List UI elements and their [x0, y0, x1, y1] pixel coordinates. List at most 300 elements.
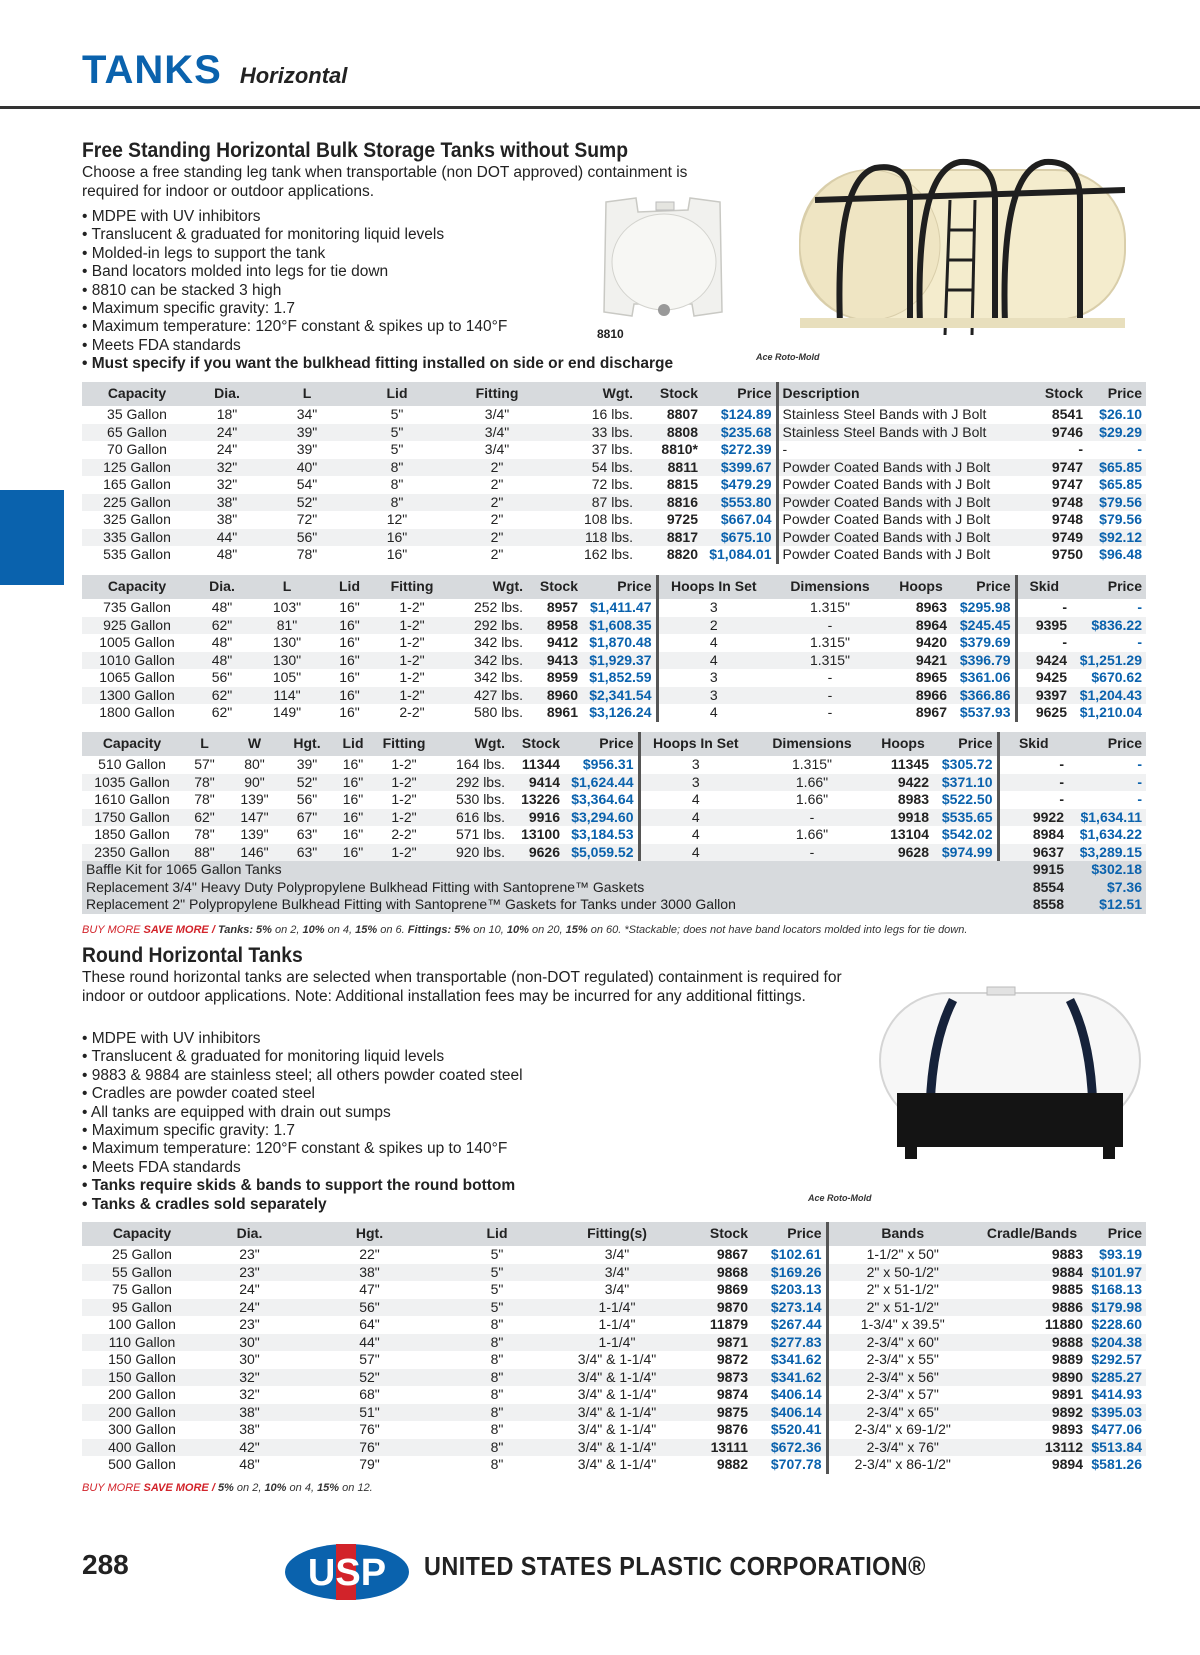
tanks-qty-2: on 4,: [327, 924, 353, 936]
table-cell: 44": [297, 1334, 442, 1352]
table-cell: 4: [639, 844, 751, 862]
column-header: Stock: [637, 382, 702, 406]
table-cell: 54": [262, 476, 352, 494]
table-cell: 3/4" & 1-1/4": [552, 1421, 682, 1439]
table-cell: 8984: [998, 826, 1068, 844]
table-cell: 2": [442, 459, 552, 477]
table-cell: 1.315": [769, 599, 891, 617]
table-cell: 2": [442, 529, 552, 547]
bullet-item: • Maximum specific gravity: 1.7: [82, 1122, 523, 1140]
table-cell: 9871: [682, 1334, 752, 1352]
table-cell: $272.39: [702, 441, 777, 459]
table-cell: $1,251.29: [1071, 652, 1146, 670]
table-cell: Stainless Steel Bands with J Bolt: [777, 406, 1027, 424]
table-cell: 16": [352, 546, 442, 564]
table-cell: -: [998, 774, 1068, 792]
table-cell: 9893: [977, 1421, 1087, 1439]
table-cell: 23": [202, 1246, 297, 1264]
table-cell: 2-3/4" x 55": [827, 1351, 977, 1369]
table-cell: 342 lbs.: [447, 634, 527, 652]
table-cell: $1,634.22: [1068, 826, 1146, 844]
column-header: L: [262, 382, 352, 406]
table-cell: 571 lbs.: [434, 826, 509, 844]
table-cell: 325 Gallon: [82, 511, 192, 529]
table-row: [82, 424, 1146, 442]
table-cell: $235.68: [702, 424, 777, 442]
table-cell: 3/4": [442, 441, 552, 459]
buy-more-label-2: BUY MORE: [82, 1482, 141, 1494]
table-cell: 9748: [1027, 511, 1087, 529]
table-cell: 105": [252, 669, 322, 687]
column-header: Price: [564, 732, 639, 756]
table-cell: 9874: [682, 1386, 752, 1404]
accessory-row: [82, 861, 1146, 879]
column-header: Fitting: [377, 575, 447, 599]
table-cell: $245.45: [951, 617, 1016, 635]
table-cell: 9869: [682, 1281, 752, 1299]
table-cell: 25 Gallon: [82, 1246, 202, 1264]
tanks-discount-3: 15%: [355, 924, 378, 936]
table-cell: 9872: [682, 1351, 752, 1369]
table-cell: 8967: [891, 704, 951, 722]
table-cell: 16": [332, 844, 374, 862]
table-cell: 2-2": [374, 826, 434, 844]
table-cell: 79": [297, 1456, 442, 1474]
table-row: [82, 774, 1146, 792]
table-cell: 3: [657, 599, 769, 617]
table-cell: 2-3/4" x 60": [827, 1334, 977, 1352]
table-cell: 2: [657, 617, 769, 635]
round-horizontal-tank-image: [875, 985, 1145, 1165]
table-cell: $1,608.35: [582, 617, 657, 635]
table-cell: 1800 Gallon: [82, 704, 192, 722]
table-cell: 62": [192, 617, 252, 635]
table-cell: 164 lbs.: [434, 756, 509, 774]
tank-8810-caption: 8810: [597, 327, 624, 341]
table-cell: $667.04: [702, 511, 777, 529]
table-cell: 3: [639, 756, 751, 774]
table-cell: 2" x 51-1/2": [827, 1299, 977, 1317]
table-cell: 925 Gallon: [82, 617, 192, 635]
table-cell: 8810*: [637, 441, 702, 459]
table-cell: $102.61: [752, 1246, 827, 1264]
table-cell: $168.13: [1087, 1281, 1146, 1299]
table-cell: $295.98: [951, 599, 1016, 617]
footer-brand: UNITED STATES PLASTIC CORPORATION®: [424, 1551, 926, 1581]
table-cell: 9748: [1027, 494, 1087, 512]
table-cell: 9422: [873, 774, 933, 792]
table-cell: 9870: [682, 1299, 752, 1317]
table-cell: 9637: [998, 844, 1068, 862]
table-cell: 24": [202, 1281, 297, 1299]
table-cell: 16": [352, 529, 442, 547]
accessory-row: [82, 896, 1146, 914]
table-cell: 335 Gallon: [82, 529, 192, 547]
table-cell: 147": [227, 809, 282, 827]
table-cell: $520.41: [752, 1421, 827, 1439]
table-cell: 5": [352, 406, 442, 424]
table-cell: 32": [192, 476, 262, 494]
table-cell: $124.89: [702, 406, 777, 424]
table-row: [82, 1386, 1146, 1404]
table-cell: 8816: [637, 494, 702, 512]
table-cell: 22": [297, 1246, 442, 1264]
usp-logo-text: USP: [307, 1552, 387, 1594]
table-cell: 342 lbs.: [447, 669, 527, 687]
table-cell: 70 Gallon: [82, 441, 192, 459]
table-cell: 4: [639, 791, 751, 809]
table-cell: $228.60: [1087, 1316, 1146, 1334]
table-cell: 616 lbs.: [434, 809, 509, 827]
table-cell: 3/4" & 1-1/4": [552, 1369, 682, 1387]
table-cell: 9420: [891, 634, 951, 652]
table-cell: 1005 Gallon: [82, 634, 192, 652]
table-cell: Powder Coated Bands with J Bolt: [777, 459, 1027, 477]
bullet-item: • 9883 & 9884 are stainless steel; all others powder coated steel: [82, 1067, 523, 1085]
table-cell: 1-2": [377, 669, 447, 687]
table-cell: 48": [202, 1456, 297, 1474]
table-cell: 18": [192, 406, 262, 424]
table-cell: $179.98: [1087, 1299, 1146, 1317]
section-side-tab: [0, 490, 64, 585]
table-cell: 32": [202, 1386, 297, 1404]
table-cell: -: [1016, 599, 1071, 617]
table-cell: $535.65: [933, 809, 998, 827]
table-cell: 8959: [527, 669, 582, 687]
column-header: Fitting: [442, 382, 552, 406]
table-cell: -: [1071, 599, 1146, 617]
table-cell: 9747: [1027, 459, 1087, 477]
accessory-stock: 8554: [998, 879, 1068, 897]
header-rule: [0, 106, 1200, 109]
page-title: TANKS: [82, 48, 222, 92]
table-cell: 47": [297, 1281, 442, 1299]
table-cell: 51": [297, 1404, 442, 1422]
table-row: [82, 1299, 1146, 1317]
table-row: [82, 687, 1146, 705]
column-header: Lid: [442, 1222, 552, 1246]
accessory-description: Baffle Kit for 1065 Gallon Tanks: [82, 861, 998, 879]
table-cell: 1610 Gallon: [82, 791, 182, 809]
column-header: Hoops: [891, 575, 951, 599]
table-cell: 1-2": [374, 791, 434, 809]
table-cell: 1035 Gallon: [82, 774, 182, 792]
accessory-stock: 8558: [998, 896, 1068, 914]
table-cell: $101.97: [1087, 1264, 1146, 1282]
table-cell: $1,210.04: [1071, 704, 1146, 722]
table-cell: 8965: [891, 669, 951, 687]
table-cell: 39": [282, 756, 332, 774]
table-row: [82, 809, 1146, 827]
bullet-item: • Must specify if you want the bulkhead fitting installed on side or end discharge: [82, 355, 673, 373]
table-cell: 16": [322, 669, 377, 687]
table-cell: $396.79: [951, 652, 1016, 670]
table-row: [82, 652, 1146, 670]
table-cell: 1.315": [769, 634, 891, 652]
table-cell: 292 lbs.: [447, 617, 527, 635]
table-cell: 200 Gallon: [82, 1386, 202, 1404]
fittings-discount-2: 10%: [506, 924, 529, 936]
table-row: [82, 1316, 1146, 1334]
table-cell: 8": [442, 1316, 552, 1334]
table-cell: 1-2": [377, 687, 447, 705]
table-cell: 23": [202, 1316, 297, 1334]
table-cell: $92.12: [1087, 529, 1146, 547]
table-cell: 16": [332, 791, 374, 809]
table-cell: $956.31: [564, 756, 639, 774]
table-cell: 16": [322, 687, 377, 705]
round-qty-3: on 12.: [342, 1482, 373, 1494]
table-cell: 8": [442, 1351, 552, 1369]
table-cell: 56": [282, 791, 332, 809]
column-header: Description: [777, 382, 1027, 406]
table-cell: 1300 Gallon: [82, 687, 192, 705]
table-cell: 30": [202, 1351, 297, 1369]
column-header: Lid: [322, 575, 377, 599]
table-row: [82, 459, 1146, 477]
table-cell: 130": [252, 652, 322, 670]
table-cell: 16": [332, 756, 374, 774]
table-cell: 510 Gallon: [82, 756, 182, 774]
table-cell: $395.03: [1087, 1404, 1146, 1422]
column-header: Fitting(s): [552, 1222, 682, 1246]
table-row: [82, 546, 1146, 564]
table-cell: -: [777, 441, 1027, 459]
table-cell: 9412: [527, 634, 582, 652]
table-cell: $581.26: [1087, 1456, 1146, 1474]
table-cell: 1-2": [374, 756, 434, 774]
column-header: Price: [1087, 382, 1146, 406]
table-cell: $341.62: [752, 1369, 827, 1387]
table-cell: 35 Gallon: [82, 406, 192, 424]
section1-bullets: [82, 208, 673, 374]
table-cell: 9894: [977, 1456, 1087, 1474]
table-cell: -: [1068, 774, 1146, 792]
table-cell: $3,364.64: [564, 791, 639, 809]
table-cell: 342 lbs.: [447, 652, 527, 670]
table-cell: 3/4" & 1-1/4": [552, 1386, 682, 1404]
table-cell: 1.66": [751, 826, 873, 844]
table-cell: 252 lbs.: [447, 599, 527, 617]
table-cell: $3,126.24: [582, 704, 657, 722]
table-cell: 24": [192, 441, 262, 459]
table-cell: $1,870.48: [582, 634, 657, 652]
table-cell: 56": [192, 669, 252, 687]
accessory-description: Replacement 2" Polypropylene Bulkhead Fitting with Santoprene™ Gaskets for Tanks under 3000 Gallon: [82, 896, 998, 914]
table-cell: 8807: [637, 406, 702, 424]
table-cell: $3,289.15: [1068, 844, 1146, 862]
table-cell: 56": [297, 1299, 442, 1317]
table-cell: 24": [192, 424, 262, 442]
bullet-item: • Tanks require skids & bands to support the round bottom: [82, 1177, 523, 1195]
table-cell: 72 lbs.: [552, 476, 637, 494]
table-cell: 8983: [873, 791, 933, 809]
column-header: Dia.: [202, 1222, 297, 1246]
table-cell: $1,084.01: [702, 546, 777, 564]
table-cell: 150 Gallon: [82, 1351, 202, 1369]
table-cell: 4: [657, 634, 769, 652]
table-row: [82, 476, 1146, 494]
table-cell: $305.72: [933, 756, 998, 774]
table-cell: $285.27: [1087, 1369, 1146, 1387]
column-header: Stock: [682, 1222, 752, 1246]
accessory-description: Replacement 3/4" Heavy Duty Polypropylene Bulkhead Fitting with Santoprene™ Gaskets: [82, 879, 998, 897]
table-cell: 530 lbs.: [434, 791, 509, 809]
table-cell: $707.78: [752, 1456, 827, 1474]
table-cell: 2": [442, 546, 552, 564]
table-cell: 2" x 50-1/2": [827, 1264, 977, 1282]
table-cell: 52": [297, 1369, 442, 1387]
table-cell: 1-1/2" x 50": [827, 1246, 977, 1264]
table-cell: $1,204.43: [1071, 687, 1146, 705]
table-cell: 9395: [1016, 617, 1071, 635]
table-cell: -: [1068, 756, 1146, 774]
table-cell: 88": [182, 844, 227, 862]
section1-intro: Choose a free standing leg tank when transportable (non DOT approved) containment is required for indoor or outdoor applications.: [82, 164, 688, 200]
tanks-label: Tanks:: [217, 924, 253, 936]
table-cell: 67": [282, 809, 332, 827]
column-header: L: [182, 732, 227, 756]
table-cell: 8": [442, 1404, 552, 1422]
table-cell: -: [751, 809, 873, 827]
table-row: [82, 844, 1146, 862]
table-cell: $406.14: [752, 1404, 827, 1422]
table-cell: $522.50: [933, 791, 998, 809]
table-cell: 78": [182, 826, 227, 844]
table-cell: 48": [192, 599, 252, 617]
table-cell: 3/4": [552, 1264, 682, 1282]
table-cell: $96.48: [1087, 546, 1146, 564]
table-cell: $292.57: [1087, 1351, 1146, 1369]
table-row: [82, 1421, 1146, 1439]
table-cell: 8": [442, 1456, 552, 1474]
column-header: Wgt.: [447, 575, 527, 599]
table-cell: 16": [332, 774, 374, 792]
round-discount-2: 10%: [264, 1482, 287, 1494]
tanks-qty-1: on 2,: [275, 924, 300, 936]
table-cell: 292 lbs.: [434, 774, 509, 792]
table-cell: 90": [227, 774, 282, 792]
table-cell: 1.66": [751, 791, 873, 809]
page-number: 288: [82, 1549, 129, 1580]
bullet-item: • Translucent & graduated for monitoring liquid levels: [82, 1048, 523, 1066]
table-cell: $79.56: [1087, 494, 1146, 512]
table-cell: 16": [332, 826, 374, 844]
table-cell: 64": [297, 1316, 442, 1334]
table-cell: $406.14: [752, 1386, 827, 1404]
table-cell: 2": [442, 476, 552, 494]
table-cell: 8820: [637, 546, 702, 564]
section1-savings-note: [82, 924, 967, 936]
table-cell: 62": [192, 687, 252, 705]
table-cell: 13112: [977, 1439, 1087, 1457]
table-cell: 9746: [1027, 424, 1087, 442]
table-cell: 9628: [873, 844, 933, 862]
table-cell: 11344: [509, 756, 564, 774]
table-cell: 16": [322, 617, 377, 635]
table-cell: Powder Coated Bands with J Bolt: [777, 494, 1027, 512]
table-cell: $537.93: [951, 704, 1016, 722]
table-cell: 44": [192, 529, 262, 547]
column-header: Hoops In Set: [639, 732, 751, 756]
table-cell: $204.38: [1087, 1334, 1146, 1352]
column-header: Capacity: [82, 732, 182, 756]
column-header: Bands: [827, 1222, 977, 1246]
round-discount-1: 5%: [217, 1482, 234, 1494]
table-cell: -: [769, 687, 891, 705]
fittings-qty-1: on 10,: [473, 924, 504, 936]
table-cell: 9876: [682, 1421, 752, 1439]
table-cell: $267.44: [752, 1316, 827, 1334]
bullet-item: • Meets FDA standards: [82, 1159, 523, 1177]
column-header: Stock: [509, 732, 564, 756]
table-cell: 48": [192, 546, 262, 564]
table-cell: 38": [202, 1421, 297, 1439]
table-cell: $361.06: [951, 669, 1016, 687]
stackable-note: *Stackable; does not have band locators molded into legs for tie down.: [624, 924, 968, 936]
table-cell: 2-3/4" x 69-1/2": [827, 1421, 977, 1439]
table-cell: 500 Gallon: [82, 1456, 202, 1474]
table-cell: 130": [252, 634, 322, 652]
table-cell: 78": [182, 774, 227, 792]
table-cell: $65.85: [1087, 476, 1146, 494]
table-cell: 9889: [977, 1351, 1087, 1369]
table-leg-tanks-oval: [82, 732, 1146, 914]
bullet-item: • Band locators molded into legs for tie down: [82, 263, 673, 281]
table-cell: 48": [192, 652, 252, 670]
round-qty-2: on 4,: [289, 1482, 314, 1494]
table-cell: 5": [352, 441, 442, 459]
column-header: Cradle/Bands: [977, 1222, 1087, 1246]
table-round-tanks: [82, 1222, 1146, 1474]
table-cell: 8957: [527, 599, 582, 617]
table-row: [82, 494, 1146, 512]
table-cell: 8": [442, 1369, 552, 1387]
table-cell: 13111: [682, 1439, 752, 1457]
tank-8810-image: [598, 192, 728, 332]
table-cell: 535 Gallon: [82, 546, 192, 564]
table-cell: 3/4" & 1-1/4": [552, 1439, 682, 1457]
bullet-item: • Meets FDA standards: [82, 337, 673, 355]
table-row: [82, 704, 1146, 722]
table-cell: 38": [192, 511, 262, 529]
table-cell: 2-3/4" x 86-1/2": [827, 1456, 977, 1474]
table-cell: 1-2": [377, 634, 447, 652]
table-cell: 3: [639, 774, 751, 792]
table-cell: 3/4": [442, 406, 552, 424]
column-header: Skid: [998, 732, 1068, 756]
column-header: Capacity: [82, 382, 192, 406]
table-cell: 55 Gallon: [82, 1264, 202, 1282]
table-cell: $477.06: [1087, 1421, 1146, 1439]
table-cell: 38": [192, 494, 262, 512]
table-cell: 5": [442, 1299, 552, 1317]
table-row: [82, 1334, 1146, 1352]
table-cell: 8961: [527, 704, 582, 722]
round-qty-1: on 2,: [236, 1482, 262, 1494]
table-cell: 8815: [637, 476, 702, 494]
table-cell: $1,929.37: [582, 652, 657, 670]
table-cell: 54 lbs.: [552, 459, 637, 477]
section2-title: Round Horizontal Tanks: [82, 944, 303, 967]
table-cell: 4: [657, 704, 769, 722]
column-header: Skid: [1016, 575, 1071, 599]
column-header: Lid: [352, 382, 442, 406]
table-cell: 39": [262, 441, 352, 459]
table-cell: 1065 Gallon: [82, 669, 192, 687]
table-row: [82, 1246, 1146, 1264]
table-cell: 100 Gallon: [82, 1316, 202, 1334]
